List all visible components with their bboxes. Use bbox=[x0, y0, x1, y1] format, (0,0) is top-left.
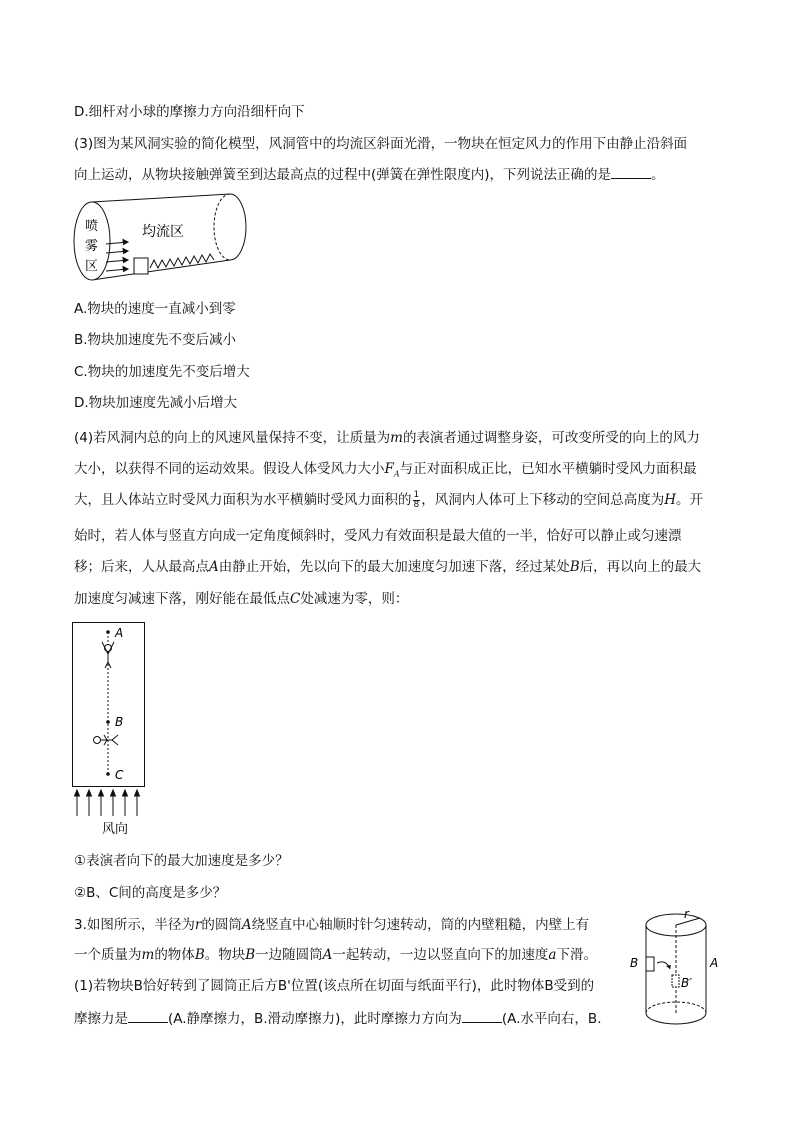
q4-line5-a: 移；后来，人从最高点 bbox=[74, 559, 209, 575]
answer-blank-friction-dir[interactable] bbox=[462, 1008, 502, 1023]
answer-blank-friction-type[interactable] bbox=[128, 1008, 168, 1023]
fraction-one-eighth bbox=[413, 491, 421, 510]
q4-line3 bbox=[74, 490, 703, 510]
wind-tunnel-figure bbox=[70, 190, 250, 290]
q3b-line1-b: 的圆筒 bbox=[201, 917, 242, 933]
q3-option-d[interactable]: D.物块加速度先减小后增大 bbox=[74, 395, 238, 411]
q3-line2 bbox=[74, 164, 665, 185]
q3b-line2-e: 一起转动，一边以竖直向下的加速度 bbox=[332, 947, 549, 963]
q4-line6 bbox=[74, 589, 408, 609]
wind-direction-label: 风向 bbox=[102, 822, 129, 837]
label-b-prime: B′ bbox=[681, 976, 692, 990]
q4-line5-b: 由静止开始，先以向下的最大加速度匀加速下落，经过某处 bbox=[218, 559, 570, 575]
var-accel: a bbox=[548, 947, 557, 963]
q3b-line1-a: 3.如图所示，半径为 bbox=[74, 917, 195, 933]
point-b bbox=[106, 720, 110, 724]
rotation-arrow bbox=[657, 962, 670, 969]
var-b-obj2: B bbox=[245, 947, 256, 963]
q4-line6-b: 处减速为零，则： bbox=[300, 591, 409, 607]
q3-line2-text: 向上运动，从物块接触弹簧至到达最高点的过程中(弹簧在弹性限度内)，下列说法正确的是 bbox=[74, 167, 612, 183]
q3b-line1 bbox=[74, 915, 589, 935]
spring bbox=[150, 254, 214, 268]
q3-option-a[interactable]: A.物块的速度一直减小到零 bbox=[74, 301, 236, 317]
var-c-point: C bbox=[290, 591, 301, 607]
q3b-line4-a: 摩擦力是 bbox=[74, 1011, 128, 1027]
spray-label-1: 喷 bbox=[85, 219, 99, 234]
q3b-line2 bbox=[74, 945, 597, 965]
label-cylinder-a: A bbox=[710, 956, 719, 970]
q3b-line1-c: 绕竖直中心轴顺时针匀速转动，筒的内壁粗糙，内壁上有 bbox=[251, 917, 590, 933]
var-h: H bbox=[664, 492, 677, 508]
q3-line2-end: 。 bbox=[651, 167, 665, 183]
cylinder-figure bbox=[626, 905, 726, 1030]
q3b-line2-a: 一个质量为 bbox=[74, 947, 142, 963]
wind-up-arrows bbox=[75, 790, 140, 816]
spray-label-2: 雾 bbox=[85, 239, 99, 254]
object-b bbox=[646, 957, 654, 971]
label-c: C bbox=[115, 768, 124, 782]
point-a bbox=[106, 630, 110, 634]
label-b: B bbox=[115, 715, 124, 729]
q4-line1 bbox=[74, 428, 700, 448]
point-c bbox=[106, 772, 110, 776]
vertical-tunnel-figure bbox=[70, 618, 160, 840]
q3-line1: (3)图为某风洞实验的简化模型，风洞管中的均流区斜面光滑，一物块在恒定风力的作用下由静止沿斜面 bbox=[74, 136, 688, 152]
q4-line2-b: 与正对面积成正比，已知水平横躺时受风力面积最 bbox=[399, 461, 697, 477]
var-f-sub: A bbox=[393, 469, 400, 479]
q3b-line3: (1)若物块B恰好转到了圆筒正后方B'位置(该点所在切面与纸面平行)，此时物体B受到的 bbox=[74, 978, 595, 994]
frac-num: 1 bbox=[413, 489, 420, 500]
q4-line1-b: 的表演者通过调整身姿，可改变所受的向上的风力 bbox=[402, 430, 700, 446]
label-a: A bbox=[115, 626, 124, 640]
q4-sub1: ①表演者向下的最大加速度是多少？ bbox=[74, 853, 289, 869]
q4-line5 bbox=[74, 557, 701, 577]
var-b-point: B bbox=[569, 559, 580, 575]
q4-line3-b: ，风洞内人体可上下移动的空间总高度为 bbox=[421, 492, 665, 508]
frac-den: 8 bbox=[413, 499, 420, 510]
var-f: F bbox=[384, 461, 394, 477]
q4-line3-c: 。开 bbox=[676, 492, 704, 508]
q4-line3-a: 大，且人体站立时受风力面积为水平横躺时受风力面积的 bbox=[74, 492, 412, 508]
q3b-line2-f: 下滑。 bbox=[556, 947, 597, 963]
q4-sub2: ②B、C间的高度是多少？ bbox=[74, 885, 227, 901]
var-m: m bbox=[390, 430, 403, 446]
var-a-cyl: A bbox=[241, 917, 252, 933]
q4-line2-a: 大小，以获得不同的运动效果。假设人体受风力大小 bbox=[74, 461, 385, 477]
q4-line5-c: 后，再以向上的最大 bbox=[579, 559, 702, 575]
answer-blank[interactable] bbox=[611, 164, 651, 179]
q3b-line2-c: 。物块 bbox=[204, 947, 246, 963]
q3b-line4 bbox=[74, 1008, 601, 1029]
var-a-point: A bbox=[209, 559, 219, 575]
var-b-obj: B bbox=[194, 947, 205, 963]
q3b-line4-c: (A.水平向右，B. bbox=[501, 1011, 602, 1027]
uniform-flow-label: 均流区 bbox=[142, 224, 184, 240]
q3b-line4-b: (A.静摩擦力，B.滑动摩擦力)，此时摩擦力方向为 bbox=[168, 1011, 462, 1027]
q4-line2 bbox=[74, 459, 697, 485]
q3-option-b[interactable]: B.物块加速度先不变后减小 bbox=[74, 332, 237, 348]
block bbox=[134, 258, 148, 274]
spray-label-3: 区 bbox=[85, 259, 99, 274]
label-r: r bbox=[684, 907, 689, 921]
q3-option-c[interactable]: C.物块的加速度先不变后增大 bbox=[74, 364, 250, 380]
var-m2: m bbox=[141, 947, 155, 963]
object-b-prime bbox=[672, 975, 679, 987]
prev-option-d: D.细杆对小球的摩擦力方向沿细杆向下 bbox=[74, 104, 305, 120]
q3b-line2-d: 一边随圆筒 bbox=[255, 947, 323, 963]
q4-line6-a: 加速度匀减速下落，刚好能在最低点 bbox=[74, 591, 290, 607]
label-object-b: B bbox=[630, 956, 639, 970]
q4-line1-a: (4)若风洞内总的向上的风速风量保持不变，让质量为 bbox=[74, 430, 391, 446]
var-r: r bbox=[194, 917, 202, 933]
var-a-cyl2: A bbox=[322, 947, 333, 963]
q3b-line2-b: 的物体 bbox=[154, 947, 195, 963]
q4-line4: 始时，若人体与竖直方向成一定角度倾斜时，受风力有效面积是最大值的一半，恰好可以静止或匀速漂 bbox=[74, 528, 682, 544]
